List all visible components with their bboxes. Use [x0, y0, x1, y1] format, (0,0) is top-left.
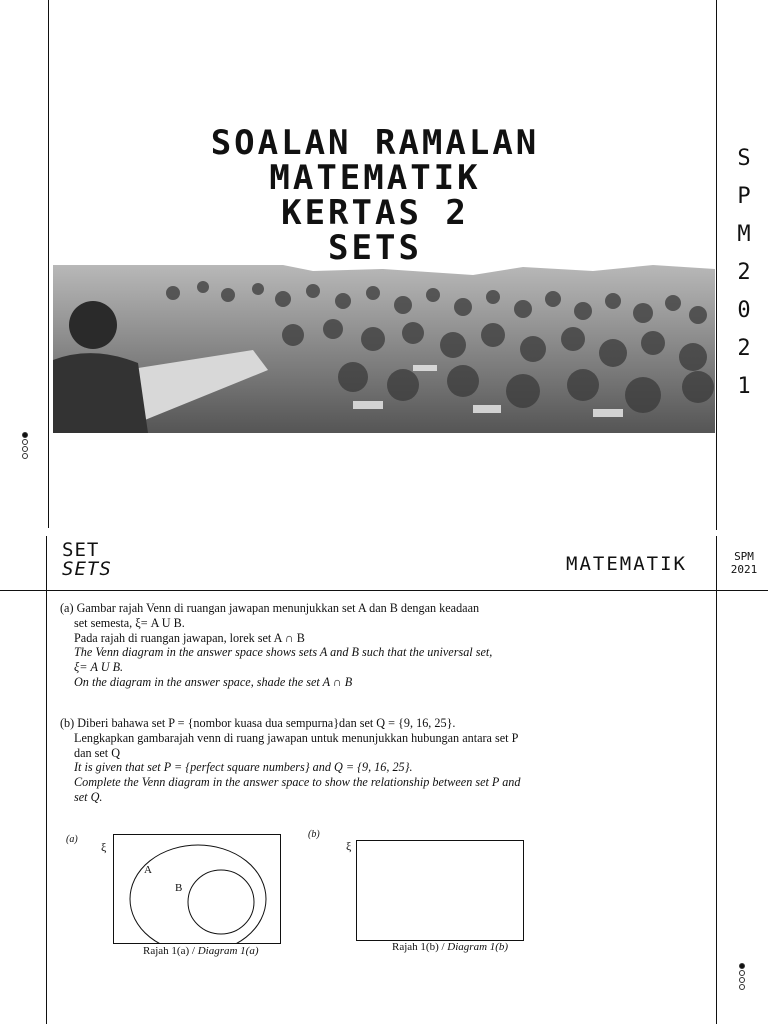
diagram-b-label: (b): [308, 829, 320, 840]
header-divider: [0, 590, 768, 591]
left-border-top: [48, 0, 49, 528]
header-year: 2021: [730, 563, 758, 576]
diagram-b-caption-malay: Rajah 1(b) /: [392, 941, 448, 953]
title-line-1: SOALAN RAMALAN: [210, 123, 540, 163]
header-sets: SETS: [62, 558, 112, 580]
diagram-a-caption-malay: Rajah 1(a) /: [143, 945, 198, 957]
vertical-char: S: [737, 146, 751, 171]
question-b-english-1: It is given that set P = {perfect square numbers} and Q = {9, 16, 25}.: [74, 760, 413, 775]
question-a-english-3: On the diagram in the answer space, shade the set A ∩ B: [74, 674, 353, 689]
question-a-english-2: ξ= A U B.: [74, 660, 124, 675]
page-indicator-bottom: [739, 963, 745, 990]
question-b: [60, 716, 540, 805]
vertical-char: 2: [737, 336, 751, 361]
diagram-a-caption: [143, 945, 259, 957]
diagram-a-epsilon: ξ: [101, 840, 107, 854]
page-dot[interactable]: [22, 432, 28, 438]
title-line-3: KERTAS 2: [281, 193, 469, 233]
question-b-malay-2: Lengkapkan gambarajah venn di ruang jawapan untuk menunjukkan hubungan antara set P: [74, 730, 519, 745]
header-subject: MATEMATIK: [566, 553, 687, 575]
right-border-top: [716, 0, 717, 530]
page-dot[interactable]: [739, 984, 745, 990]
question-a: [60, 601, 540, 690]
question-a-malay-2: set semesta, ξ= A U B.: [74, 615, 185, 630]
diagram-a-label: (a): [66, 834, 78, 845]
set-b-label: B: [175, 882, 183, 894]
slide-title: [150, 123, 600, 268]
question-b-english-2: Complete the Venn diagram in the answer space to show the relationship between set P and: [74, 775, 521, 790]
diagram-a-caption-english: Diagram 1(a): [197, 945, 259, 957]
page-dot[interactable]: [739, 970, 745, 976]
page-dot[interactable]: [22, 453, 28, 459]
question-b-malay-3: dan set Q: [74, 745, 121, 760]
venn-diagram-a[interactable]: [113, 834, 281, 944]
page-dot[interactable]: [22, 439, 28, 445]
vertical-char: M: [737, 222, 751, 247]
question-b-malay-1: (b) Diberi bahawa set P = {nombor kuasa dua sempurna}dan set Q = {9, 16, 25}.: [60, 716, 456, 730]
page-dot[interactable]: [739, 977, 745, 983]
header-exam: [722, 550, 766, 576]
right-border-bottom: [716, 536, 717, 1024]
page-dot[interactable]: [22, 446, 28, 452]
question-a-english-1: The Venn diagram in the answer space shows sets A and B such that the universal set,: [74, 645, 493, 660]
question-b-english-3: set Q.: [74, 789, 103, 804]
diagram-b-caption: [392, 941, 508, 953]
title-line-2: MATEMATIK: [269, 158, 481, 198]
left-border-bottom: [46, 536, 47, 1024]
header-spm: SPM: [734, 550, 754, 563]
set-a-label: A: [144, 864, 152, 876]
question-a-malay-3: Pada rajah di ruangan jawapan, lorek set A ∩ B: [74, 630, 305, 645]
vertical-char: 2: [737, 260, 751, 285]
diagram-b-epsilon: ξ: [346, 839, 352, 853]
vertical-char: 1: [737, 374, 751, 399]
set-a-circle: [130, 845, 266, 944]
title-line-4: SETS: [328, 228, 422, 268]
page-indicator-top: [22, 432, 28, 459]
diagram-b-caption-english: Diagram 1(b): [447, 941, 509, 953]
classroom-photo: [53, 265, 715, 433]
venn-diagram-b[interactable]: [356, 840, 524, 941]
page-dot[interactable]: [739, 963, 745, 969]
header-set: SET: [62, 539, 100, 561]
vertical-char: 0: [737, 298, 751, 323]
vertical-spm-label: [730, 140, 758, 406]
vertical-char: P: [737, 184, 751, 209]
section-header: [62, 541, 112, 579]
set-b-circle: [188, 870, 254, 934]
question-a-malay-1: (a) Gambar rajah Venn di ruangan jawapan menunjukkan set A dan B dengan keadaan: [60, 601, 480, 615]
